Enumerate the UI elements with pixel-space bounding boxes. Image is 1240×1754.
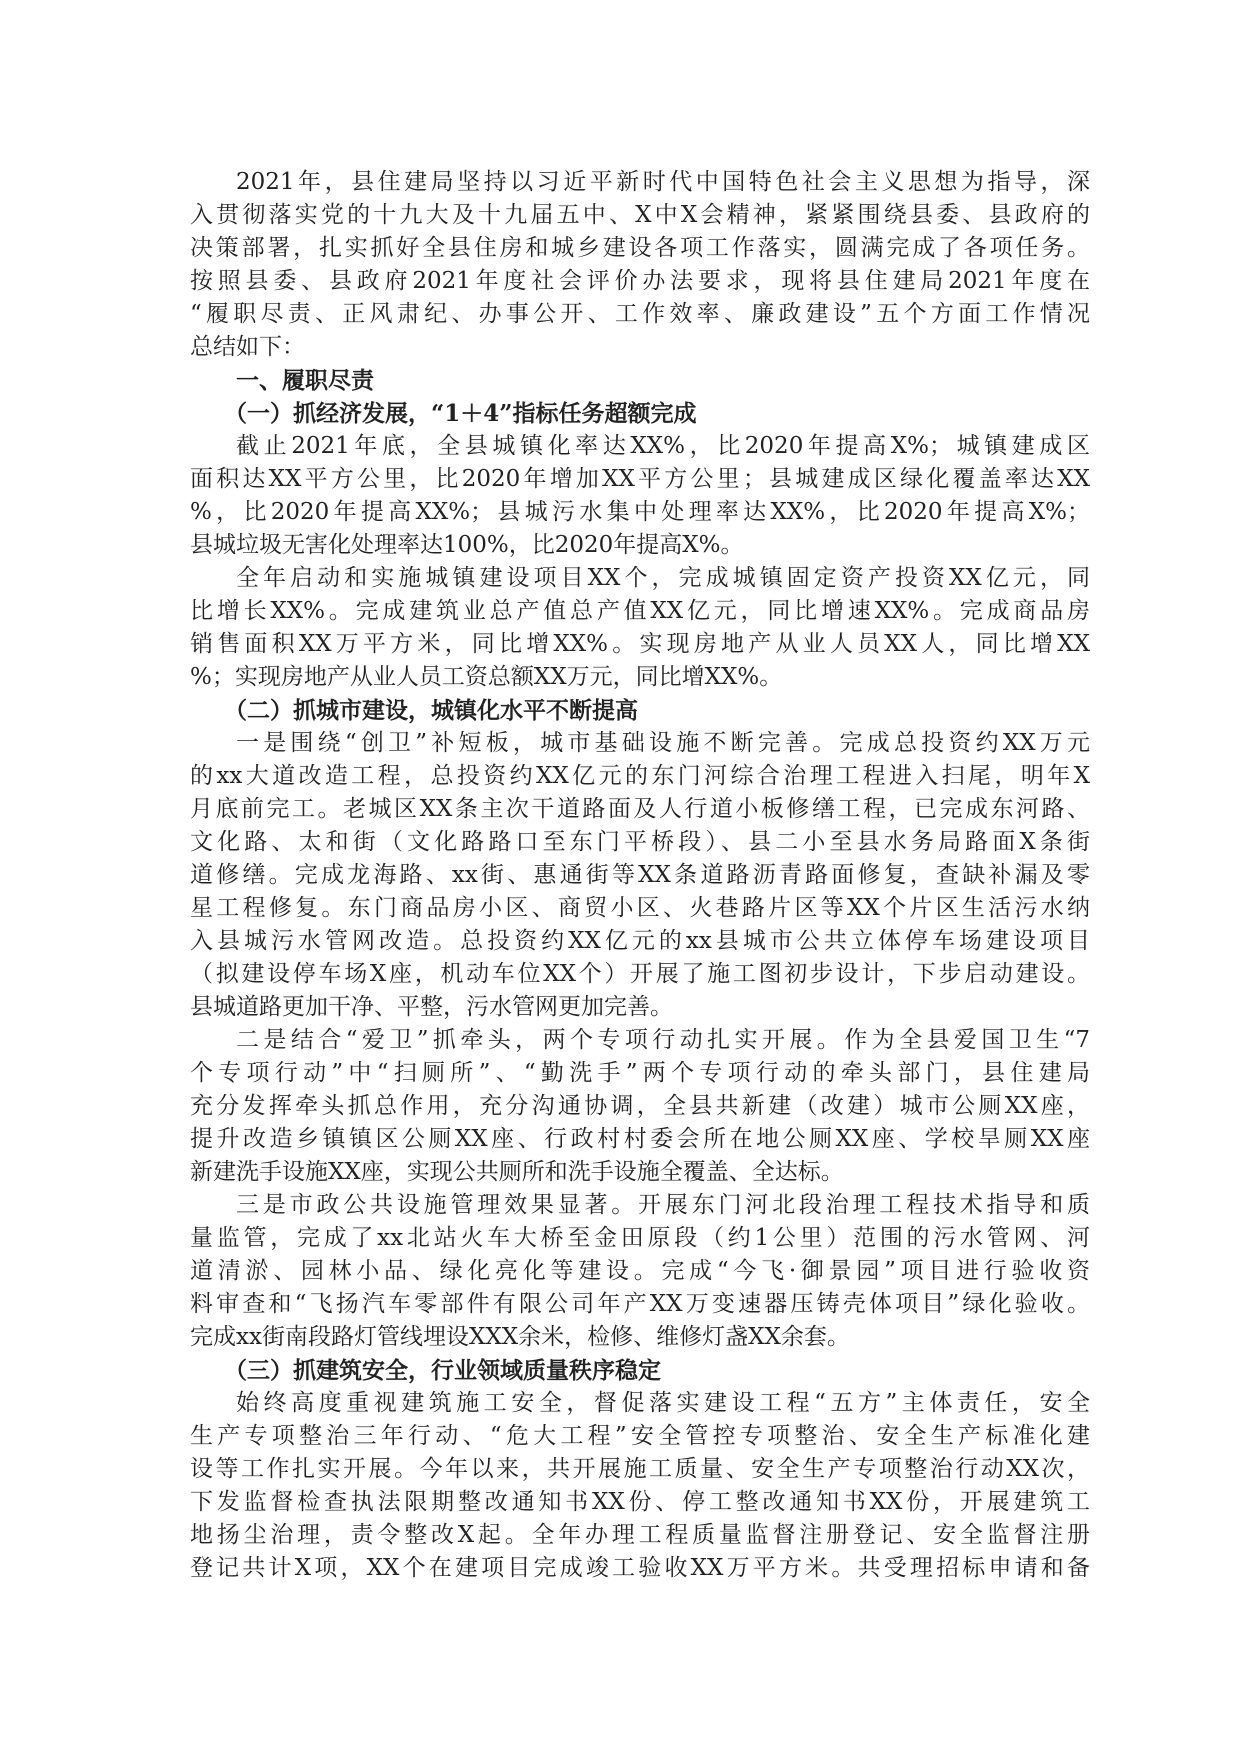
text-line: 决策部署，扎实抓好全县住房和城乡建设各项工作落实，圆满完成了各项任务。 — [190, 235, 1090, 261]
text-line: 登记共计X项，XX个在建项目完成竣工验收XX万平方米。共受理招标申请和备 — [190, 1555, 1090, 1581]
text-line: 二是结合“爱卫”抓牵头，两个专项行动扎实开展。作为全县爱国卫生“7 — [236, 1027, 1090, 1053]
paragraph — [190, 727, 1090, 1024]
text-line: 料审查和“飞扬汽车零部件有限公司年产XX万变速器压铸壳体项目”绿化验收。 — [190, 1291, 1090, 1317]
document-body — [190, 166, 1090, 1585]
text-line: 星工程修复。东门商品房小区、商贸小区、火巷路片区等XX个片区生活污水纳 — [190, 895, 1090, 921]
text-line: （一）抓经济发展，“1＋4”指标任务超额完成 — [224, 400, 697, 427]
text-line: %；实现房地产从业人员工资总额XX万元，同比增XX%。 — [190, 664, 783, 690]
subsection-heading — [190, 694, 1090, 727]
paragraph — [190, 1387, 1090, 1585]
text-line: 2021年，县住建局坚持以习近平新时代中国特色社会主义思想为指导，深 — [236, 169, 1090, 195]
text-line: 全年启动和实施城镇建设项目XX个，完成城镇固定资产投资XX亿元，同 — [236, 565, 1090, 591]
paragraph — [190, 430, 1090, 562]
text-line: 文化路、太和街（文化路路口至东门平桥段）、县二小至县水务局路面X条街 — [190, 829, 1090, 855]
text-line: 县城道路更加干净、平整，污水管网更加完善。 — [190, 994, 673, 1020]
text-line: 截止2021年底，全县城镇化率达XX%，比2020年提高X%；城镇建成区 — [236, 433, 1090, 459]
text-line: 总结如下： — [190, 334, 305, 360]
text-line: “履职尽责、正风肃纪、办事公开、工作效率、廉政建设”五个方面工作情况 — [190, 301, 1090, 327]
text-line: 充分发挥牵头抓总作用，充分沟通协调，全县共新建（改建）城市公厕XX座， — [190, 1093, 1090, 1119]
text-line: 比增长XX%。完成建筑业总产值总产值XX亿元，同比增速XX%。完成商品房 — [190, 598, 1090, 624]
text-line: 月底前完工。老城区XX条主次干道路面及人行道小板修缮工程，已完成东河路、 — [190, 796, 1090, 822]
text-line: 入贯彻落实党的十九大及十九届五中、X中X会精神，紧紧围绕县委、县政府的 — [190, 202, 1090, 228]
text-line: 按照县委、县政府2021年度社会评价办法要求，现将县住建局2021年度在 — [190, 268, 1090, 294]
text-line: 一是围绕“创卫”补短板，城市基础设施不断完善。完成总投资约XX万元 — [236, 730, 1090, 756]
text-line: 提升改造乡镇镇区公厕XX座、行政村村委会所在地公厕XX座、学校旱厕XX座 — [190, 1126, 1090, 1152]
subsection-heading — [190, 397, 1090, 430]
text-line: 量监管，完成了xx北站火车大桥至金田原段（约1公里）范围的污水管网、河 — [190, 1225, 1090, 1251]
text-line: （拟建设停车场X座，机动车位XX个）开展了施工图初步设计，下步启动建设。 — [190, 961, 1090, 987]
text-line: 的xx大道改造工程，总投资约XX亿元的东门河综合治理工程进入扫尾，明年X — [190, 763, 1090, 789]
text-line: 三是市政公共设施管理效果显著。开展东门河北段治理工程技术指导和质 — [236, 1192, 1090, 1218]
text-line: 下发监督检查执法限期整改通知书XX份、停工整改通知书XX份，开展建筑工 — [190, 1489, 1090, 1515]
text-line: 设等工作扎实开展。今年以来，共开展施工质量、安全生产专项整治行动XX次， — [190, 1456, 1090, 1482]
text-line: 地扬尘治理，责令整改X起。全年办理工程质量监督注册登记、安全监督注册 — [190, 1522, 1090, 1548]
text-line: 新建洗手设施XX座，实现公共厕所和洗手设施全覆盖、全达标。 — [190, 1159, 844, 1185]
text-line: （二）抓城市建设，城镇化水平不断提高 — [224, 697, 638, 724]
text-line: 完成xx街南段路灯管线埋设XXX余米，检修、维修灯盏XX余套。 — [190, 1324, 850, 1350]
subsection-heading — [190, 1354, 1090, 1387]
text-line: %，比2020年提高XX%；县城污水集中处理率达XX%，比2020年提高X%； — [190, 499, 1090, 525]
section-heading — [190, 364, 1090, 397]
text-line: 道清淤、园林小品、绿化亮化等建设。完成“今飞·御景园”项目进行验收资 — [190, 1258, 1090, 1284]
text-line: 县城垃圾无害化处理率达100%，比2020年提高X%。 — [190, 532, 744, 558]
text-line: 面积达XX平方公里，比2020年增加XX平方公里；县城建成区绿化覆盖率达XX — [190, 466, 1090, 492]
text-line: 一、履职尽责 — [236, 367, 374, 394]
paragraph — [190, 166, 1090, 364]
paragraph — [190, 562, 1090, 694]
paragraph — [190, 1024, 1090, 1189]
paragraph — [190, 1189, 1090, 1354]
text-line: （三）抓建筑安全，行业领域质量秩序稳定 — [224, 1357, 661, 1384]
text-line: 个专项行动”中“扫厕所”、“勤洗手”两个专项行动的牵头部门，县住建局 — [190, 1060, 1090, 1086]
text-line: 销售面积XX万平方米，同比增XX%。实现房地产从业人员XX人，同比增XX — [190, 631, 1090, 657]
text-line: 生产专项整治三年行动、“危大工程”安全管控专项整治、安全生产标准化建 — [190, 1423, 1090, 1449]
text-line: 入县城污水管网改造。总投资约XX亿元的xx县城市公共立体停车场建设项目 — [190, 928, 1090, 954]
text-line: 道修缮。完成龙海路、xx街、惠通街等XX条道路沥青路面修复，查缺补漏及零 — [190, 862, 1090, 888]
text-line: 始终高度重视建筑施工安全，督促落实建设工程“五方”主体责任，安全 — [236, 1390, 1090, 1416]
